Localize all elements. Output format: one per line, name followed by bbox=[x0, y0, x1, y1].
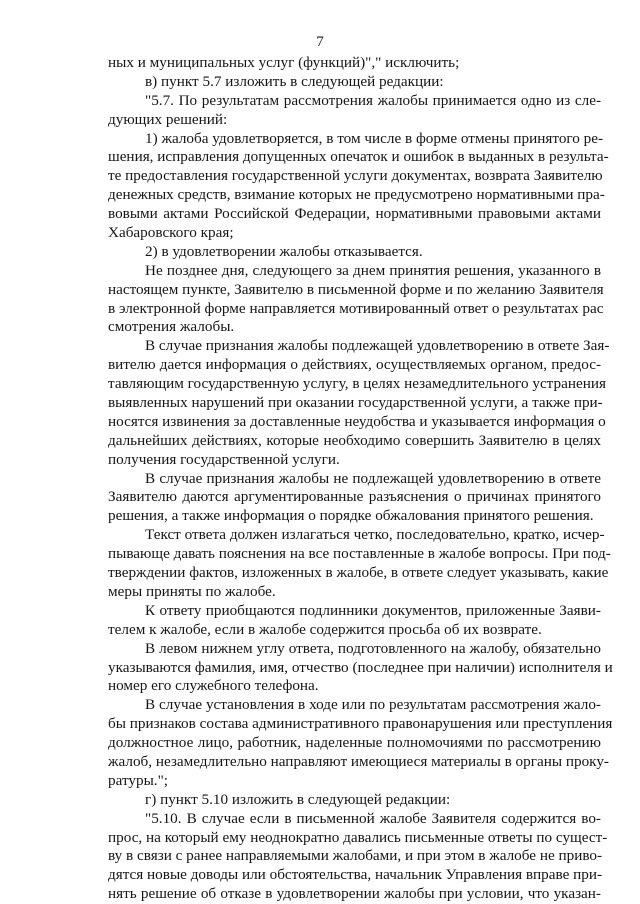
text-line: Текст ответа должен излагаться четко, последовательно, кратко, исчер- bbox=[145, 526, 605, 544]
text-line: Не позднее дня, следующего за днем принятия решения, указанного в bbox=[145, 261, 601, 279]
text-line: ных и муниципальных услуг (функций)"," исключить; bbox=[108, 54, 460, 71]
text-line: тавляющим государственную услугу, в целях незамедлительного устранения bbox=[108, 375, 606, 393]
text-line: ратуры."; bbox=[108, 771, 168, 789]
text-line: шения, исправления допущенных опечаток и ошибок в выданных в результа- bbox=[108, 148, 609, 166]
text-line: телем к жалобе, если в жалобе содержится просьба об их возврате. bbox=[108, 620, 542, 638]
text-line: пывающе давать пояснения на все поставленные в жалобе вопросы. При под- bbox=[108, 545, 611, 563]
text-line: нять решение об отказе в удовлетворении жалобы при условии, что указан- bbox=[108, 885, 601, 903]
text-line: выявленных нарушений при оказании государственной услуги, а также при- bbox=[108, 394, 603, 412]
page-number: 7 bbox=[316, 34, 324, 50]
text-line: в электронной форме направляется мотивированный ответ о результатах рас bbox=[108, 299, 604, 317]
text-line: меры приняты по жалобе. bbox=[108, 582, 276, 600]
text-line: жалоб, незамедлительно направляют имеющиеся материалы в органы проку- bbox=[108, 752, 609, 770]
text-line: В левом нижнем углу ответа, подготовленного на жалобу, обязательно bbox=[145, 639, 601, 657]
text-line: носятся извинения за доставленные неудобства и указывается информация о bbox=[108, 412, 606, 430]
text-line: К ответу приобщаются подлинники документов, приложенные Заяви- bbox=[145, 601, 601, 619]
text-line: указываются фамилия, имя, отчество (последнее при наличии) исполнителя и bbox=[108, 658, 613, 676]
text-line: В случае признания жалобы не подлежащей удовлетворению в ответе bbox=[145, 469, 601, 487]
text-line: денежных средств, взимание которых не предусмотрено нормативными пра- bbox=[108, 186, 605, 204]
text-line: тверждении фактов, изложенных в жалобе, в ответе следует указывать, какие bbox=[108, 564, 609, 582]
text-line: вовыми актами Российской Федерации, нормативными правовыми актами bbox=[108, 205, 601, 223]
text-line: вителю дается информация о действиях, осуществляемых органом, предос- bbox=[108, 356, 601, 374]
text-line: Заявителю даются аргументированные разъяснения о причинах принятого bbox=[108, 488, 601, 506]
text-line: 1) жалоба удовлетворяется, в том числе в форме отмены принятого ре- bbox=[145, 129, 604, 147]
text-line: г) пункт 5.10 изложить в следующей редакции: bbox=[145, 790, 451, 808]
text-line: дальнейших действиях, которые необходимо совершить Заявителю в целях bbox=[108, 431, 601, 449]
text-line: В случае признания жалобы подлежащей удовлетворению в ответе Зая- bbox=[145, 337, 610, 355]
text-line: настоящем пункте, Заявителю в письменной форме и по желанию Заявителя bbox=[108, 280, 604, 298]
text-line: должностное лицо, работник, наделенные полномочиями по рассмотрению bbox=[108, 734, 601, 752]
text-line: получения государственной услуги. bbox=[108, 450, 340, 468]
text-line: номер его служебного телефона. bbox=[108, 677, 319, 695]
text-line: смотрения жалобы. bbox=[108, 318, 235, 336]
text-line: прос, на который ему неоднократно давались письменные ответы по сущест- bbox=[108, 828, 608, 846]
text-line: 2) в удовлетворении жалобы отказывается. bbox=[145, 242, 423, 260]
text-line: решения, а также информация о порядке обжалования принятого решения. bbox=[108, 507, 594, 525]
text-line: "5.10. В случае если в письменной жалобе Заявителя содержится во- bbox=[145, 809, 601, 827]
text-line: бы признаков состава административного правонарушения или преступления bbox=[108, 715, 613, 733]
text-line: в) пункт 5.7 изложить в следующей редакции: bbox=[145, 72, 444, 90]
document-body bbox=[108, 54, 613, 904]
text-line: дятся новые доводы или обстоятельства, начальник Управления вправе при- bbox=[108, 866, 603, 884]
text-line: те предоставления государственной услуги документах, возврата Заявителю bbox=[108, 167, 603, 185]
text-line: В случае установления в ходе или по результатам рассмотрения жало- bbox=[145, 696, 601, 714]
text-line: "5.7. По результатам рассмотрения жалобы принимается одно из сле- bbox=[145, 91, 601, 109]
text-line: дующих решений: bbox=[108, 110, 228, 128]
text-line: ву в связи с ранее направляемыми жалобами, и при этом в жалобе не приво- bbox=[108, 847, 603, 865]
text-line: Хабаровского края; bbox=[108, 224, 234, 242]
